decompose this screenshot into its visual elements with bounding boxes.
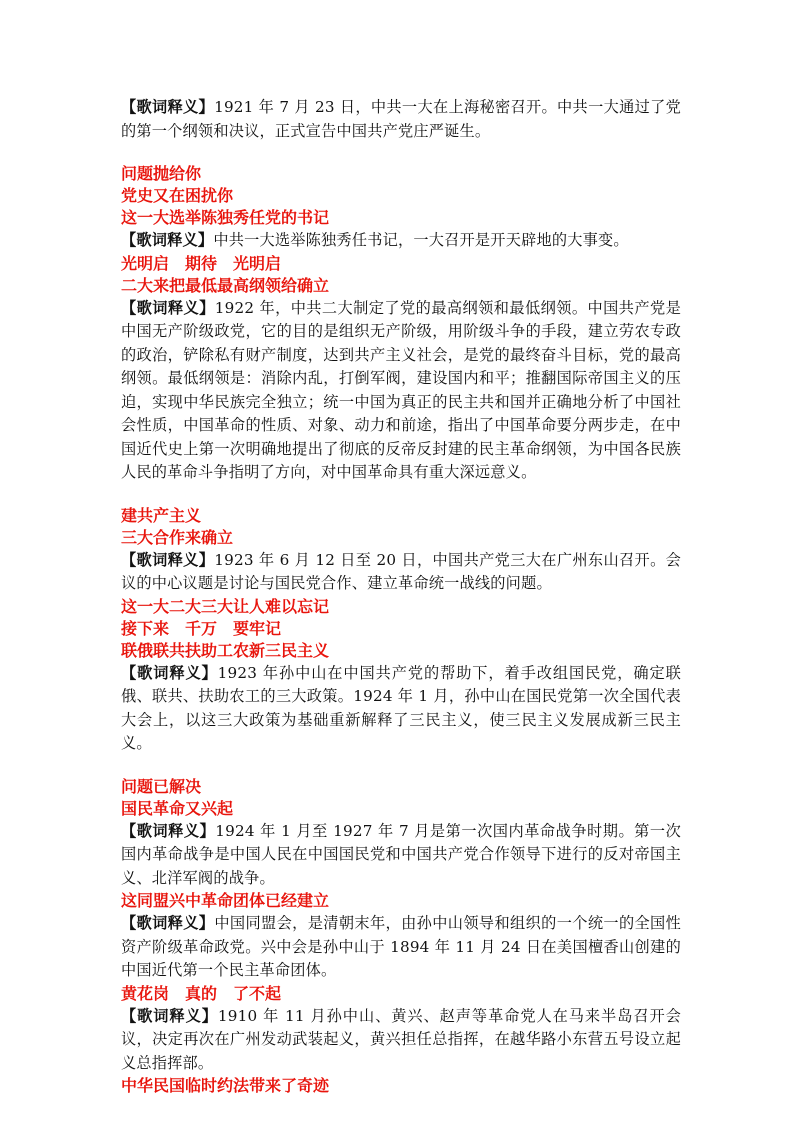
lyric-heading: 这一大二大三大让人难以忘记 [121,596,330,616]
lyrics-explanation-tag: 【歌词释义】 [121,298,215,317]
lyric-heading: 三大合作来确立 [121,527,234,547]
paragraph-text: 中共一大选举陈独秀任书记，一大召开是开天辟地的大事变。 [213,231,629,249]
paragraph-three-policies [121,662,681,756]
lyric-heading: 光明启 期待 光明启 [121,253,282,273]
lyric-heading: 联俄联共扶助工农新三民主义 [121,640,330,660]
paragraph-first-secretary [121,229,681,253]
lyrics-explanation-tag: 【歌词释义】 [121,231,214,249]
paragraph-national-revolution [121,820,681,891]
lyric-heading: 接下来 千万 要牢记 [121,618,282,638]
lyric-heading: 建共产主义 [121,505,202,525]
section-gap [121,485,681,505]
paragraph-text: 1921 年 7 月 23 日，中共一大在上海秘密召开。中共一大通过了党的第一个纲领和决议，正式宣告中国共产党庄严诞生。 [121,98,682,140]
lyrics-explanation-tag: 【歌词释义】 [121,1006,218,1025]
lyric-heading: 黄花岗 真的 了不起 [121,983,282,1003]
document-page [121,96,681,1097]
paragraph-huanghuagang [121,1005,681,1076]
lyric-heading: 问题已解决 [121,776,202,796]
lyrics-explanation-tag: 【歌词释义】 [121,550,215,569]
paragraph-text: 1923 年 6 月 12 日至 20 日，中国共产党三大在广州东山召开。会议的中心议题是讨论与国民党合作、建立革命统一战线的问题。 [121,550,682,592]
paragraph-text: 中国同盟会，是清朝末年，由孙中山领导和组织的一个统一的全国性资产阶级革命政党。兴中会是孙中山于 1894 年 11 月 24 日在美国檀香山创建的中国近代第一个民主革命团体。 [121,914,682,979]
paragraph-tongmenghui [121,912,681,983]
lyrics-explanation-tag: 【歌词释义】 [121,821,216,840]
lyric-heading: 这同盟兴中革命团体已经建立 [121,891,330,910]
lyric-heading: 党史又在困扰你 [121,186,234,205]
lyric-heading: 二大来把最低最高纲领给确立 [121,275,330,295]
paragraph-text: 1924 年 1 月至 1927 年 7 月是第一次国内革命战争时期。第一次国内革命战争是中国人民在中国国民党和中国共产党合作领导下进行的反对帝国主义、北洋军阀的战争。 [121,821,681,887]
lyrics-explanation-tag: 【歌词释义】 [121,663,218,682]
section-gap [121,756,681,776]
lyrics-explanation-tag: 【歌词释义】 [121,914,215,932]
paragraph-second-congress [121,297,681,485]
section-gap [121,143,681,163]
paragraph-party-founding [121,96,681,143]
paragraph-text: 1922 年，中共二大制定了党的最高纲领和最低纲领。中国共产党是中国无产阶级政党，它的目的是组织无产阶级，用阶级斗争的手段，建立劳农专政的政治，铲除私有财产制度，达到共产主义社会，是党的最终奋斗目标，党的最高纲领。最低纲领是：消除内乱，打倒军阀，建设国内和平；推翻国际帝国主义的压迫，实现中华民族完全独立；统一中国为真正的民主共和国并正确地分析了中国社会性质，中国革命的性质、对象、动力和前途，指出了中国革命要分两步走，在中国近代史上第一次明确地提出了彻底的反帝反封建的民主革命纲领，为中国各民族人民的革命斗争指明了方向，对中国革命具有重大深远意义。 [121,298,681,481]
paragraph-text: 1910 年 11 月孙中山、黄兴、赵声等革命党人在马来半岛召开会议，决定再次在广州发动武装起义，黄兴担任总指挥，在越华路小东营五号设立起义总指挥部。 [121,1006,682,1072]
lyrics-explanation-tag: 【歌词释义】 [121,98,215,116]
paragraph-text: 1923 年孙中山在中国共产党的帮助下，着手改组国民党，确定联俄、联共、扶助农工的三大政策。1924 年 1 月，孙中山在国民党第一次全国代表大会上，以这三大政策为基础重新解释了三民主义，使三民主义发展成新三民主义。 [121,663,682,752]
lyric-heading: 国民革命又兴起 [121,798,234,818]
paragraph-third-congress [121,549,681,596]
lyric-heading: 问题抛给你 [121,164,202,183]
lyric-heading: 这一大选举陈独秀任党的书记 [121,208,330,227]
lyric-heading: 中华民国临时约法带来了奇迹 [121,1076,330,1095]
